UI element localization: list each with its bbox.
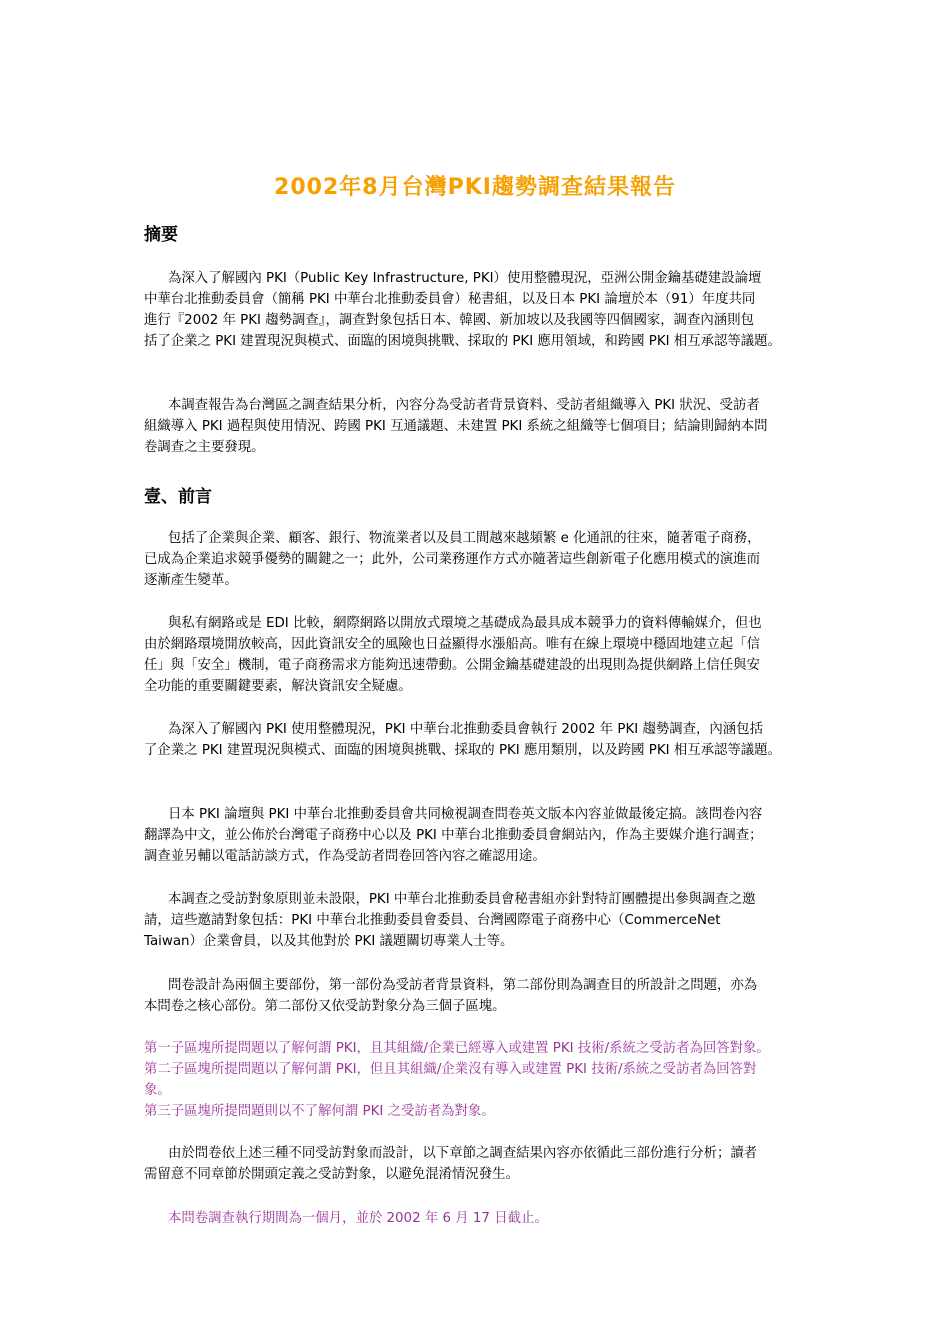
- text-line: 調查並另輔以電話訪談方式，作為受訪者問卷回答內容之確認用途。: [144, 849, 546, 864]
- text-line: 包括了企業與企業、顧客、銀行、物流業者以及員工間越來越頻繁 e 化通訊的往來，隨著電子商務，: [168, 531, 761, 546]
- text-line: 任」與「安全」機制，電子商務需求方能夠迅速帶動。公開金鑰基礎建設的出現則為提供網路上信任與安: [144, 658, 760, 673]
- paragraph-preface-1: [144, 528, 812, 591]
- paragraph-preface-4: [144, 804, 812, 867]
- paragraph-preface-6: [144, 975, 812, 1017]
- text-line: 第二子區塊所提問題以了解何謂 PKI，但且其組織/企業沒有導入或建置 PKI 技術/系統之受訪者為回答對: [144, 1062, 757, 1077]
- text-line: Taiwan）企業會員，以及其他對於 PKI 議題關切專業人士等。: [144, 934, 514, 949]
- text-line: 中華台北推動委員會（簡稱 PKI 中華台北推動委員會）秘書組，以及日本 PKI 論壇於本（91）年度共同: [144, 292, 756, 307]
- text-line: 為深入了解國內 PKI 使用整體現況，PKI 中華台北推動委員會執行 2002 年 PKI 趨勢調查，內涵包括: [168, 722, 763, 737]
- text-line: 括了企業之 PKI 建置現況與模式、面臨的困境與挑戰、採取的 PKI 應用領域，和跨國 PKI 相互承認等議題。: [144, 334, 781, 349]
- heading-preface: 壹、前言: [144, 487, 212, 507]
- text-line: 與私有網路或是 EDI 比較，網際網路以開放式環境之基礎成為最具成本競爭力的資料傳輸媒介，但也: [168, 616, 762, 631]
- text-line: 卷調查之主要發現。: [144, 440, 265, 455]
- text-line: 由於問卷依上述三種不同受訪對象而設計，以下章節之調查結果內容亦依循此三部份進行分析；讀者: [168, 1146, 758, 1161]
- text-line: 日本 PKI 論壇與 PKI 中華台北推動委員會共同檢視調查問卷英文版本內容並做最後定搞。該問卷內容: [168, 807, 763, 822]
- paragraph-abstract-1: [144, 268, 812, 352]
- text-line: 象。: [144, 1083, 171, 1098]
- document-title: 2002年8月台灣PKI趨勢調查結果報告: [274, 175, 676, 200]
- text-line: 進行『2002 年 PKI 趨勢調查』，調查對象包括日本、韓國、新加坡以及我國等四個國家，調查內涵則包: [144, 313, 754, 328]
- paragraph-subblock-list: [144, 1038, 812, 1122]
- text-line: 全功能的重要關鍵要素，解決資訊安全疑慮。: [144, 679, 412, 694]
- text-line: 本調查之受訪對象原則並未設限，PKI 中華台北推動委員會秘書組亦針對特訂團體提出參與調查之邀: [168, 892, 756, 907]
- text-line: 第三子區塊所提問題則以不了解何謂 PKI 之受訪者為對象。: [144, 1104, 495, 1119]
- text-line: 本調查報告為台灣區之調查結果分析，內容分為受訪者背景資料、受訪者組織導入 PKI 狀況、受訪者: [168, 398, 760, 413]
- paragraph-survey-period: [144, 1208, 812, 1229]
- text-line: 翻譯為中文，並公佈於台灣電子商務中心以及 PKI 中華台北推動委員會網站內，作為主要媒介進行調查；: [144, 828, 763, 843]
- text-line: 由於網路環境開放較高，因此資訊安全的風險也日益顯得水漲船高。唯有在線上環境中穩固地建立起「信: [144, 637, 760, 652]
- text-line: 組織導入 PKI 過程與使用情況、跨國 PKI 互通議題、未建置 PKI 系統之組織等七個項目；結論則歸納本問: [144, 419, 768, 434]
- text-line: 為深入了解國內 PKI（Public Key Infrastructure, PKI）使用整體現況，亞洲公開金鑰基礎建設論壇: [168, 271, 762, 286]
- text-line: 本問卷調查執行期間為一個月，並於 2002 年 6 月 17 日截止。: [168, 1211, 548, 1226]
- text-line: 本問卷之核心部份。第二部份又依受訪對象分為三個子區塊。: [144, 999, 506, 1014]
- paragraph-preface-5: [144, 889, 812, 952]
- text-line: 了企業之 PKI 建置現況與模式、面臨的困境與挑戰、採取的 PKI 應用類別，以及跨國 PKI 相互承認等議題。: [144, 743, 781, 758]
- paragraph-preface-7: [144, 1143, 812, 1185]
- text-line: 第一子區塊所提問題以了解何謂 PKI，且其組織/企業已經導入或建置 PKI 技術/系統之受訪者為回答對象。: [144, 1041, 770, 1056]
- text-line: 已成為企業追求競爭優勢的關鍵之一；此外，公司業務運作方式亦隨著這些創新電子化應用模式的演進而: [144, 552, 760, 567]
- heading-abstract: 摘要: [144, 225, 178, 245]
- text-line: 需留意不同章節於開頭定義之受訪對象，以避免混淆情況發生。: [144, 1167, 519, 1182]
- text-line: 請，這些邀請對象包括：PKI 中華台北推動委員會委員、台灣國際電子商務中心（CommerceNet: [144, 913, 721, 928]
- paragraph-preface-2: [144, 613, 812, 697]
- text-line: 問卷設計為兩個主要部份，第一部份為受訪者背景資料，第二部份則為調查目的所設計之問題，亦為: [168, 978, 758, 993]
- paragraph-abstract-2: [144, 395, 812, 458]
- paragraph-preface-3: [144, 719, 812, 761]
- text-line: 逐漸產生變革。: [144, 573, 238, 588]
